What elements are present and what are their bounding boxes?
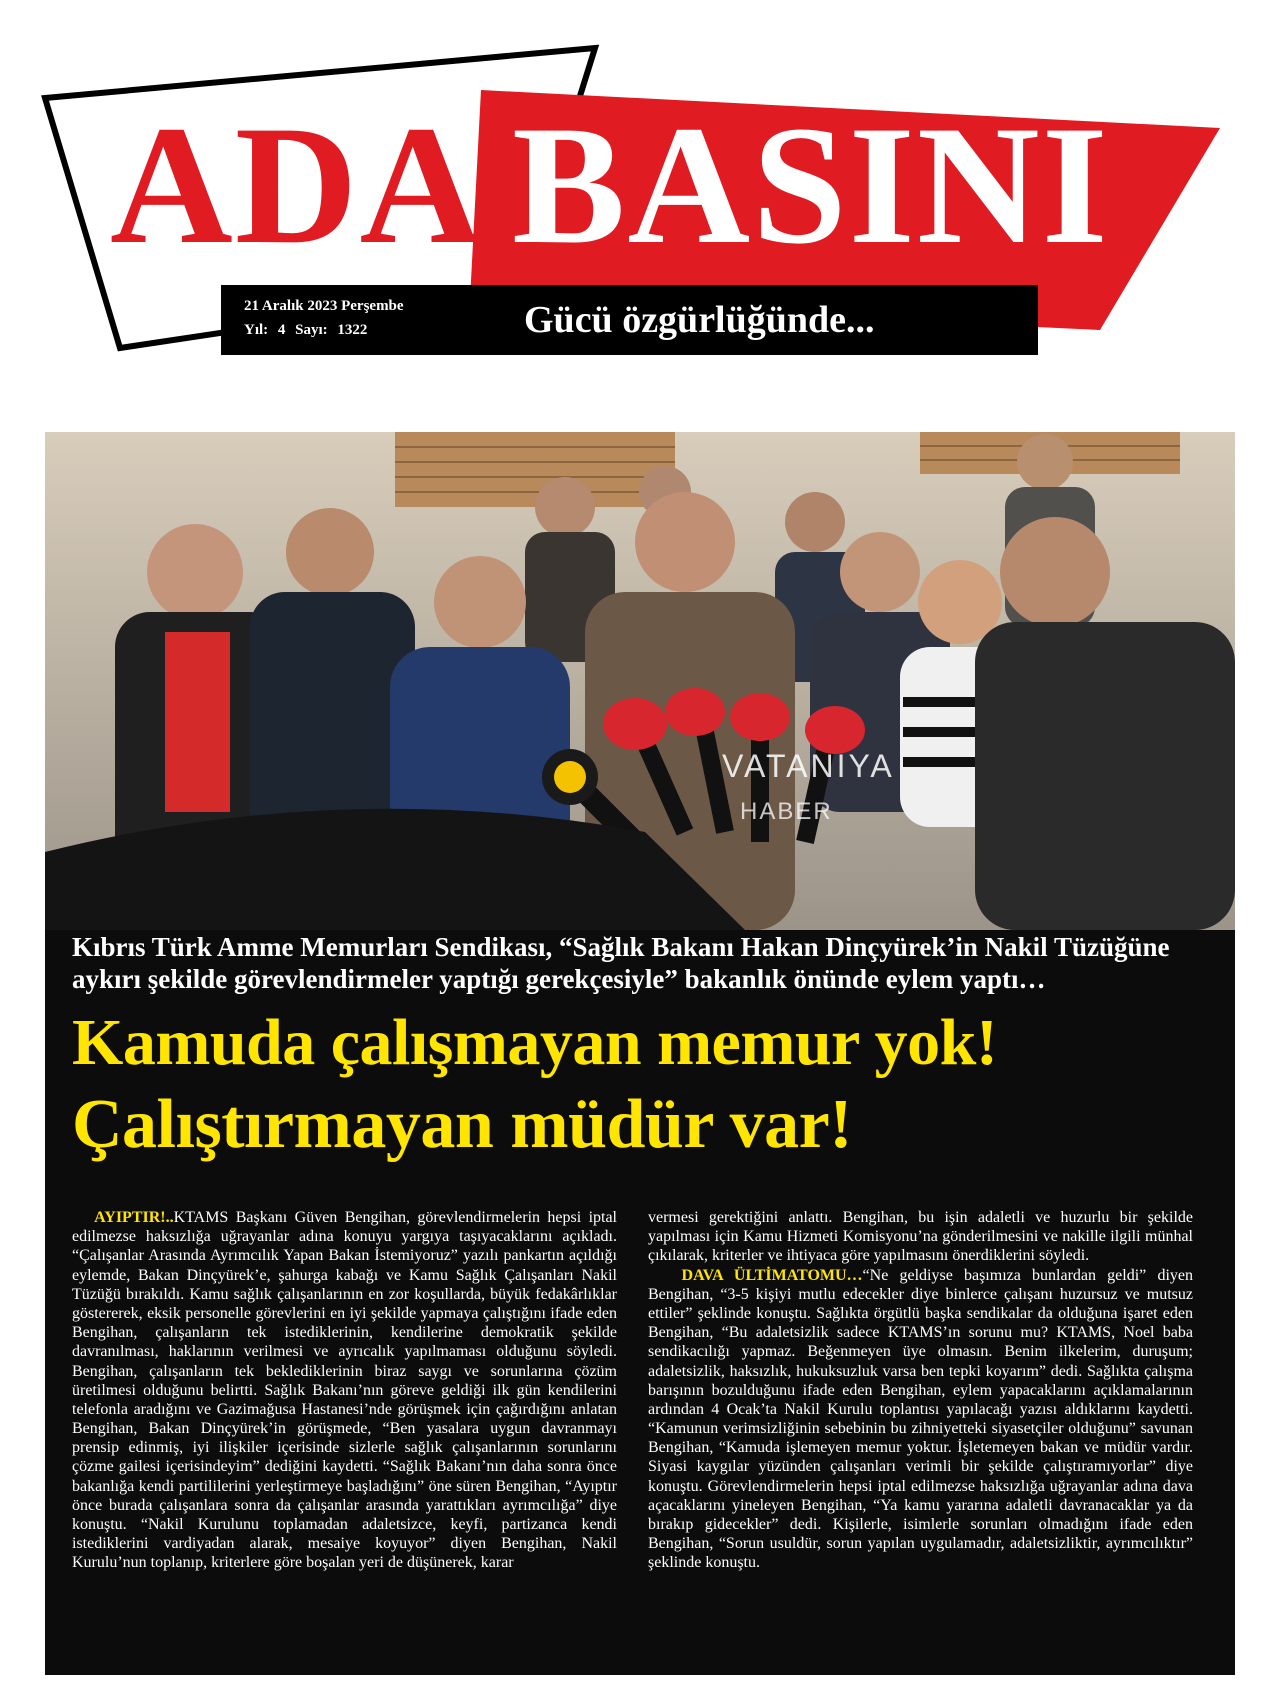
section-lead: AYIPTIR!..: [94, 1209, 174, 1226]
paragraph: [72, 1208, 617, 1573]
headline-line-2: Çalıştırmayan müdür var!: [72, 1086, 853, 1163]
paragraph: vermesi gerektiğini anlattı. Bengihan, bu işin adaletli ve huzurlu bir şekilde yapılması için Kamu Hizmeti Komisyonu’na gönderilmesini ve nakille ilgili münhal çıkılarak, kriterler ve ihtiyaca göre yapılmasını önerdiklerini söyledi.: [648, 1209, 1193, 1265]
headline-line-1: Kamuda çalışmayan memur yok!: [72, 1006, 998, 1079]
brand-logo-basini: BASINI: [512, 91, 1110, 279]
issue-year: Yıl: 4: [244, 322, 286, 338]
issue-number: Sayı: 1322: [295, 322, 368, 338]
protest-scene-illustration: [45, 432, 1235, 930]
issue-meta: [244, 322, 367, 339]
section-lead: DAVA ÜLTİMATOMU…: [681, 1266, 863, 1284]
news-photo: [45, 432, 1235, 930]
watermark-text: VATANIYA: [722, 748, 895, 784]
brand-logo-ada: ADA: [110, 91, 485, 279]
masthead: [0, 0, 1280, 400]
article-column-2: [648, 1208, 1193, 1573]
issue-date: 21 Aralık 2023 Perşembe: [244, 298, 404, 314]
paragraph: [648, 1266, 1193, 1573]
article-column-1: [72, 1208, 617, 1573]
slogan: Gücü özgürlüğünde...: [524, 299, 875, 341]
body-text: “Ne geldiyse başımıza bunlardan geldi” diyen Bengihan, “3-5 kişiyi mutlu edecekler diye binlerce çalışanı huzursuz ve mutsuz ettiler” şeklinde konuştu. Sağlıkta örgütlü başka sendikalar da olduğuna işaret eden Bengihan, “Bu adaletsizlik sadece KTAMS’ın sorunu mu? KTAMS, Noel baba sendikacılığı yapmaz. Beğenmeyen üye olmasın. Benim ilkelerim, duruşum; adaletsizlik, haksızlık, hukuksuzluk varsa ben tepki koyarım” dedi. Sağlıkta çalışma barışının bozulduğunu ifade eden Bengihan, eylem yapacaklarını açıklamalarının ardından 4 Ocak’ta Nakil Kurulu toplantısı yapılacağı yazısı aldıklarını kaydetti. “Kamunun verimsizliğinin sebebinin bu zihniyetteki siyasetçiler olduğunu” savunan Bengihan, “Kamuda işlemeyen memur yoktur. İşletemeyen bakan ve müdür vardır. Siyasi kaygılar yüzünden çalışanları verimli bir şekilde çalıştıramıyorlar” diye konuştu. Görevlendirmelerin hepsi iptal edilmezse haksızlığa uğrayanlar adına dava açacaklarını yineleyen Bengihan, “Ya kamu yararına adaletli davranacaklar ya da bırakıp gidecekler” dedi. Kişilerle, isimlerle sorunları olmadığını ifade eden Bengihan, “Sorun usuldür, sorun yapılan uygulamadır, adaletsizliktir, ayrımcılıktır” şeklinde konuştu.: [648, 1266, 1194, 1572]
watermark-subtext: HABER: [740, 798, 833, 825]
article-kicker: Kıbrıs Türk Amme Memurları Sendikası, “Sağlık Bakanı Hakan Dinçyürek’in Nakil Tüzüğüne aykırı şekilde görevlendirmeler yaptığı gerekçesiyle” bakanlık önünde eylem yaptı…: [72, 932, 1170, 994]
body-text: KTAMS Başkanı Güven Bengihan, görevlendirmelerin hepsi iptal edilmezse haksızlığa uğrayanlar adına konuyu yargıya taşıyacaklarını açıkladı. “Çalışanlar Arasında Ayrımcılık Yapan Bakan İstemiyoruz” yazılı pankartın açıldığı eylemde, Bakan Dinçyürek’e, şahurga kabağı ve Kamu Sağlık Çalışanları Nakil Tüzüğü bırakıldı. Kamu sağlık çalışanlarının en zor koşullarda, büyük fedakârlıklar göstererek, eksik personelle görevlerini en iyi şekilde yapmaya çalıştığını ifade eden Bengihan, çalışanların tek istediklerinin, kendilerine demokratik şekilde davranılması, haklarının verilmesi ve ayrıcalık yapılmaması olduğunu söyledi. Bengihan, çalışanların tek beklediklerinin biraz saygı ve sorunlarına çözüm üretilmesi olduğunu belirtti. Sağlık Bakanı’nın göreve geldiği ilk gün kendilerini telefonla aradığını ve Gazimağusa Hastanesi’nde görüşmek için çağırdığını anlatan Bengihan, Bakan Dinçyürek’in görüşmede, “Ben yasalara uygun davranmayı prensip edinmiş, iyi ilişkiler içerisinde sizlerle sağlık çalışanlarının sorunlarını çözme gailesi içerisindeyim” dediğini kaydetti. “Sağlık Bakanı’nın daha sonra önce bakanlığa kendi partililerini yerleştirmeye başladığını” öne süren Bengihan, “Ayıptır önce burada çalışanlara sonra da çalışanlar arasında yarattıkları ayrımcılığa” diye konuştu. “Nakil Kurulunu toplamadan adaletsizce, keyfi, partizanca kendi istediklerini vardiyadan alarak, mesaiye koyuyor” diyen Bengihan, Nakil Kurulu’nun toplanıp, kriterlere göre boşalan yeri de düşünerek, karar: [72, 1209, 618, 1572]
